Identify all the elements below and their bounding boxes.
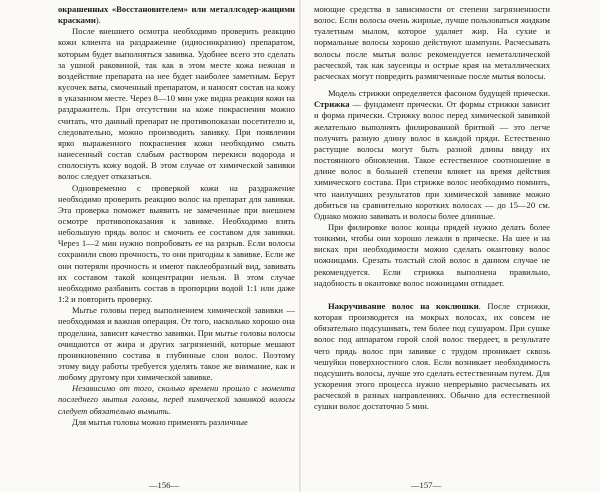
text-run: Накручивание волос на коклюшки [328, 300, 479, 311]
text-run: . После стрижки, которая производится на мокрых волосах, их совсем не обязательно подсушивать, тем более под сушуаром. При сушке волос под аппаратом горой слой волос твердеет, в результате чего прядь волос при завивке с трудом проникает сквозь чешуйки поверхностного слоя. Если возникает необходимость подсушить волосы, лучше это сделать естественным путем. Для ускорения этого процесса нужно непрерывно расчесывать их расческой в разных направлениях. Обычно для естественной сушки волос достаточно 5 мин. [314, 300, 550, 412]
text-run: окрашенных « [58, 4, 117, 14]
paragraph [314, 88, 550, 222]
paragraph: Одновременно с проверкой кожи на раздражение необходимо проверить реакцию волос на препарат для завивки. Эта проверка поможет выявить не замеченные при внешнем осмотре противопоказания к завивке. Необходимо взять небольшую прядь волос и смочить ее составом для завивки. Через 1—2 мин нужно попробовать ее на разрыв. Если волосы сохранили свою прочность, то они пригодны к завивке. Если же они потеряли прочность и имеют паклеобразный вид, завивать их составом такой концентрации нельзя. В этом случае необходимо разбавить состав в пропорции водой 1:1 или даже 1:2 и повторить проверку. [58, 182, 295, 305]
text-run: — фундамент прически. От формы стрижки зависит и форма прически. Стрижку волос перед химической завивкой желательно выполнять филированной бритвой — это легче получить разную длину волос в каждой пряди. Естественно растущие волосы могут быть разной длины ввиду их постоянного обновления. Такое естественное соотношение в длине волос в большей степени влияет на время действия химического состава. При стрижке волос необходимо помнить, что наилучших результатов при химической завивке можно добиться на сравнительно коротких волосах — до 15—20 см. Однако можно завивать и волосы более длинные. [314, 99, 550, 221]
text-run: металлсодер-жащими красками [58, 4, 295, 26]
right-page-number: —157— [410, 480, 442, 490]
paragraph [314, 4, 550, 82]
text-run: ). [95, 15, 101, 26]
book-gutter [299, 0, 301, 492]
text-run: Модель стрижки определяется фасоном будущей прически. [328, 88, 550, 99]
paragraph: Для мытья головы можно применять различные [72, 416, 248, 427]
left-page-text [58, 4, 295, 488]
text-run: Восстановителем [116, 4, 184, 14]
text-run: моющие средства в зависимости от степени загрязненности волос. Если волосы очень жирные, лучше пользоваться жидким туалетным мылом, которое удаляет жир. На сухие и нормальные волосы хорошо действуют шампуни. Расчесывать волосы после мытья волос рекомендуется неметаллической расческой, так как заусенцы и острые края на металлических расческах могут повредить размягченные после мытья волосы. [314, 4, 550, 81]
text-run: Стрижка [314, 99, 350, 110]
paragraph: При филировке волос концы прядей нужно делать более тонкими, чтобы они хорошо лежали в прическе. На шее и на висках при необходимости можно сделать окантовку волос ножницами. Срезать толстый слой волос в данном случае не рекомендуется. Если стрижка выполнена правильно, надобность в окантовке волос ножницами отпадает. [314, 221, 550, 288]
paragraph [314, 301, 550, 413]
right-page-text [314, 4, 550, 488]
paragraph: Мытье головы перед выполнением химической завивки — необходимая и важная операция. От того, насколько хорошо она проделана, зависит качество завивки. При мытье головы волосы очищаются от жира и других загрязнений, которые мешают проникновению состава в глубинные слои волос. Поэтому этому виду работы требуется уделять такое же внимание, как и любому другому при химической завивке. [58, 305, 295, 383]
paragraph: После внешнего осмотра необходимо проверить реакцию кожи клиента на раздражение (идиосинкразию) препаратом, которым будет выполняться завивка. Удобнее всего это сделать за ушной раковиной, так как в этом месте кожа нежная и воздействие препарата на нее будет наиболее заметным. Берут кусочек ваты, смоченный препаратом, и наносят состав на кожу в указанном месте. Через 8—10 мин уже видна реакция кожи на раздражитель. При отсутствии на коже покраснения можно считать, что данный препарат не противопоказан посетителю и, следовательно, можно производить завивку. При появлении ярко выраженного покраснения кожи необходимо смыть нанесенный состав слабым раствором перекиси водорода и сполоснуть кожу водой. В этом случае от химической завивки волос следует отказаться. [58, 26, 295, 182]
left-page-number: —156— [148, 480, 180, 490]
paragraph [58, 4, 295, 26]
paragraph: Независимо от того, сколько времени прошло с момента последнего мытья головы, перед химической завивкой волосы следует обязательно вымыть. [58, 383, 295, 416]
text-run: » или [183, 4, 210, 14]
